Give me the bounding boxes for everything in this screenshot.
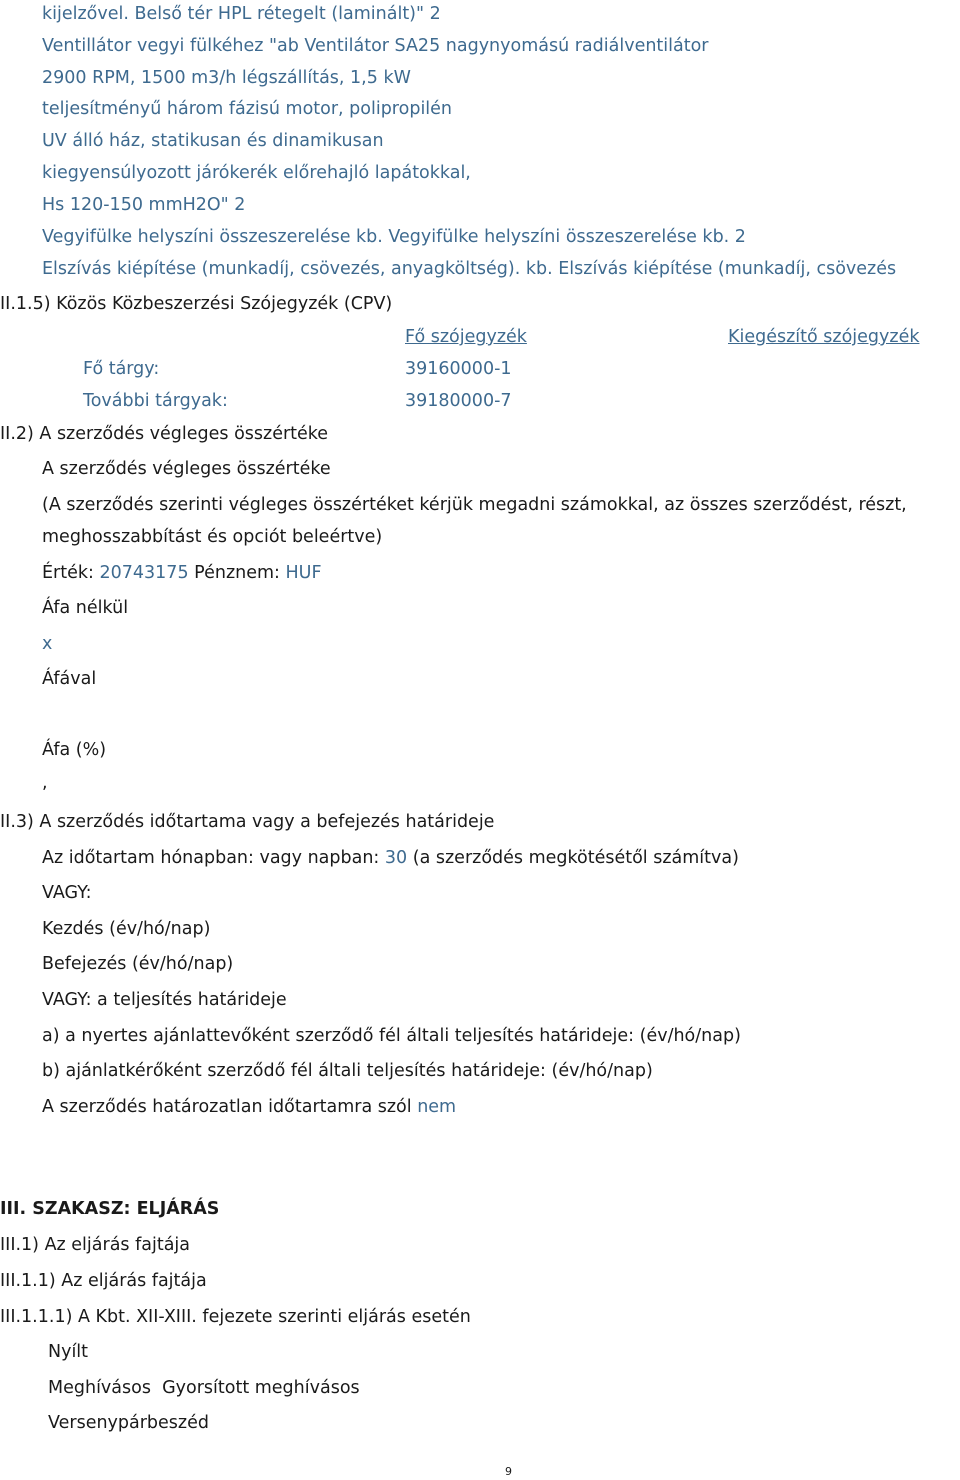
text-fragment: kijelzővel.: [42, 4, 129, 24]
row-label: További tárgyak:: [83, 391, 228, 411]
text-line: Elszívás kiépítése (munkadíj, csövezés, anyagköltség). kb. Elszívás kiépítése (munkadíj, csövezés: [42, 259, 897, 279]
text-line: kiegyensúlyozott járókerék előrehajló lapátokkal,: [42, 163, 471, 183]
text-line: Ventillátor vegyi fülkéhez "ab Ventilátor SA25 nagynyomású radiálventilátor: [42, 36, 709, 56]
text-line: b) ajánlatkérőként szerződő fél általi teljesítés határideje: (év/hó/nap): [42, 1061, 653, 1081]
page-number: 9: [505, 1465, 512, 1478]
text-line: Befejezés (év/hó/nap): [42, 954, 234, 974]
note-line: (A szerződés szerinti végleges összértéket kérjük megadni számokkal, az összes szerződést, részt,: [42, 495, 907, 515]
value: nem: [417, 1097, 457, 1117]
text-line: Vegyifülke helyszíni összeszerelése kb. Vegyifülke helyszíni összeszerelése kb. 2: [42, 227, 746, 247]
text-fragment: Belső tér HPL rétegelt (laminált)" 2: [134, 4, 441, 24]
column-header: Fő szójegyzék: [405, 327, 527, 347]
section-heading: III.1.1) Az eljárás fajtája: [0, 1271, 207, 1291]
procedure-option: Nyílt: [48, 1342, 89, 1362]
currency: HUF: [285, 563, 322, 583]
column-header: Kiegészítő szójegyzék: [728, 327, 920, 347]
text-line: UV álló ház, statikusan és dinamikusan: [42, 131, 384, 151]
procedure-option: Versenypárbeszéd: [48, 1413, 209, 1433]
option-label: Áfa nélkül: [42, 598, 129, 618]
subheading: A szerződés végleges összértéke: [42, 459, 331, 479]
row-label: Fő tárgy:: [83, 359, 160, 379]
text-line: Hs 120-150 mmH2O" 2: [42, 195, 246, 215]
label: Érték:: [42, 563, 94, 583]
section-heading: III.1) Az eljárás fajtája: [0, 1235, 191, 1255]
option-text: Gyorsított meghívásos: [162, 1378, 360, 1398]
section-heading: II.3) A szerződés időtartama vagy a befejezés határideje: [0, 812, 495, 832]
section-heading: II.2) A szerződés végleges összértéke: [0, 424, 329, 444]
selected-mark: x: [42, 634, 53, 654]
option-text: Meghívásos: [48, 1378, 151, 1398]
value-text: ,: [42, 773, 48, 793]
text-line: VAGY:: [42, 883, 92, 903]
section-heading: III.1.1.1) A Kbt. XII-XIII. fejezete szerinti eljárás esetén: [0, 1307, 471, 1327]
text-line: VAGY: a teljesítés határideje: [42, 990, 287, 1010]
note-line: meghosszabbítást és opciót beleértve): [42, 527, 383, 547]
text-line: teljesítményű három fázisú motor, polipropilén: [42, 99, 453, 119]
label: Pénznem:: [194, 563, 280, 583]
option-label: Áfával: [42, 669, 97, 689]
value: 30: [384, 848, 408, 868]
value-line: [42, 561, 322, 585]
text-line: [42, 2, 441, 26]
label: (a szerződés megkötésétől számítva): [412, 848, 739, 868]
text-line: 2900 RPM, 1500 m3/h légszállítás, 1,5 kW: [42, 68, 411, 88]
text-line: [42, 846, 739, 870]
cpv-code: 39180000-7: [405, 391, 512, 411]
option-label: Áfa (%): [42, 740, 107, 760]
section-title: III. SZAKASZ: ELJÁRÁS: [0, 1199, 220, 1219]
text-line: a) a nyertes ajánlattevőként szerződő fél általi teljesítés határideje: (év/hó/nap): [42, 1026, 741, 1046]
text-line: Kezdés (év/hó/nap): [42, 919, 211, 939]
label: Az időtartam hónapban: vagy napban:: [42, 848, 380, 868]
section-heading: II.1.5) Közös Közbeszerzési Szójegyzék (CPV): [0, 294, 393, 314]
amount: 20743175: [99, 563, 189, 583]
cpv-code: 39160000-1: [405, 359, 512, 379]
procedure-option: [48, 1376, 360, 1400]
label: A szerződés határozatlan időtartamra szól: [42, 1097, 412, 1117]
text-line: [42, 1095, 456, 1119]
